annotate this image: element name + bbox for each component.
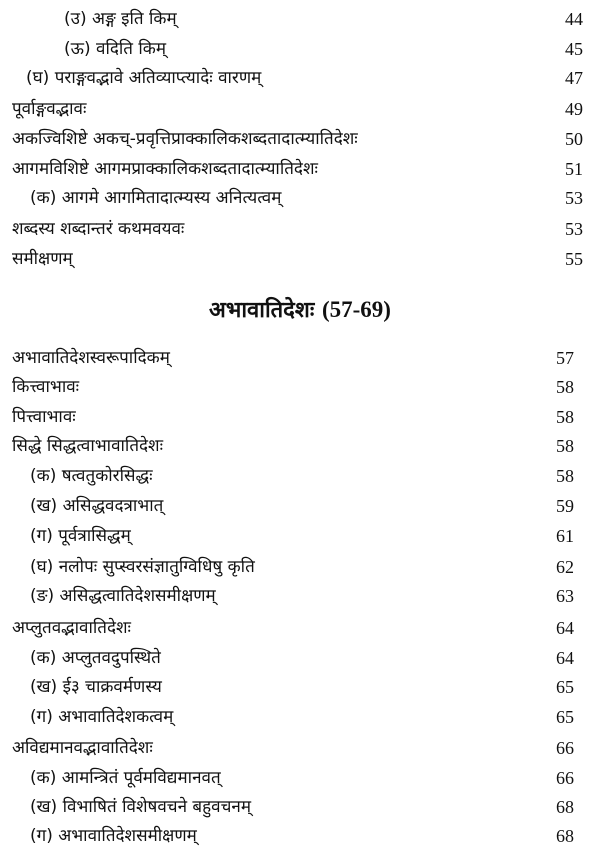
toc-entry-page: 51 (565, 159, 583, 179)
toc-entry (0, 63, 600, 93)
toc-entry-text: (ग) अभावातिदेशसमीक्षणम् (30, 826, 197, 846)
toc-entry-page: 68 (556, 826, 574, 846)
toc-entry (0, 613, 600, 643)
toc-entry-text: (ख) विभाषितं विशेषवचने बहुवचनम् (30, 797, 252, 817)
toc-entry (0, 154, 600, 184)
toc-entry-page: 53 (565, 188, 583, 208)
toc-entry (0, 702, 600, 732)
toc-entry-text: पित्त्वाभावः (12, 407, 76, 427)
toc-entry (0, 491, 600, 521)
toc-entry-text: (घ) नलोपः सुप्स्वरसंज्ञातुग्विधिषु कृति (30, 557, 255, 577)
toc-entry-page: 58 (556, 407, 574, 427)
toc-entry-text: कित्त्वाभावः (12, 377, 80, 397)
toc-entry (0, 183, 600, 213)
toc-entry (0, 461, 600, 491)
toc-entry-text: शब्दस्य शब्दान्तरं कथमवयवः (12, 219, 185, 239)
section-title: अभावातिदेशः (209, 298, 315, 323)
toc-entry-page: 45 (565, 39, 583, 59)
toc-entry-page: 58 (556, 436, 574, 456)
toc-entry (0, 821, 600, 851)
toc-entry (0, 521, 600, 551)
toc-entry-text: अभावातिदेशस्वरूपादिकम् (12, 348, 170, 368)
toc-entry (0, 733, 600, 763)
toc-entry (0, 581, 600, 611)
toc-entry-page: 47 (565, 68, 583, 88)
toc-entry-text: (ङ) असिद्धत्वातिदेशसमीक्षणम् (30, 586, 216, 606)
toc-entry-page: 62 (556, 557, 574, 577)
section-heading (0, 294, 600, 327)
toc-entry-page: 64 (556, 648, 574, 668)
toc-entry-text: अप्लुतवद्भावातिदेशः (12, 618, 131, 638)
toc-entry-text: (ख) ई३ चाक्रवर्मणस्य (30, 677, 162, 697)
section-page-range: (57-69) (321, 297, 391, 322)
toc-entry-page: 66 (556, 768, 574, 788)
toc-entry-text: अकज्विशिष्टे अकच्-प्रवृत्तिप्राक्कालिकशब्दतादात्म्यातिदेशः (12, 129, 358, 149)
toc-entry (0, 552, 600, 582)
toc-entry-text: आगमविशिष्टे आगमप्राक्कालिकशब्दतादात्म्यातिदेशः (12, 159, 318, 179)
toc-entry-text: (ग) पूर्वत्रासिद्धम् (30, 526, 131, 546)
toc-entry-text: (क) आगमे आगमितादात्म्यस्य अनित्यत्वम् (30, 188, 282, 208)
toc-entry-text: समीक्षणम् (12, 249, 73, 269)
toc-entry-page: 50 (565, 129, 583, 149)
toc-entry-text: (ख) असिद्धवदत्राभात् (30, 496, 164, 516)
toc-entry-text: सिद्धे सिद्धत्वाभावातिदेशः (12, 436, 164, 456)
toc-entry (0, 343, 600, 373)
toc-entry-page: 63 (556, 586, 574, 606)
toc-entry (0, 372, 600, 402)
toc-entry-text: (घ) पराङ्गवद्भावे अतिव्याप्त्यादेः वारणम् (26, 68, 262, 88)
toc-entry-text: (ग) अभावातिदेशकत्वम् (30, 707, 174, 727)
toc-entry-page: 58 (556, 466, 574, 486)
toc-entry-text: पूर्वाङ्गवद्भावः (12, 99, 87, 119)
toc-entry-page: 68 (556, 797, 574, 817)
toc-entry-page: 44 (565, 9, 583, 29)
toc-entry-text: (क) षत्वतुकोरसिद्धः (30, 466, 153, 486)
toc-entry-page: 49 (565, 99, 583, 119)
toc-entry-text: अविद्यमानवद्भावातिदेशः (12, 738, 153, 758)
toc-entry (0, 244, 600, 274)
toc-entry (0, 431, 600, 461)
toc-entry-page: 61 (556, 526, 574, 546)
toc-entry (0, 643, 600, 673)
toc-entry-page: 57 (556, 348, 574, 368)
toc-entry (0, 94, 600, 124)
toc-entry (0, 214, 600, 244)
toc-entry-page: 64 (556, 618, 574, 638)
toc-entry (0, 4, 600, 34)
toc-entry-page: 65 (556, 677, 574, 697)
toc-entry (0, 792, 600, 822)
toc-entry (0, 672, 600, 702)
toc-entry-page: 58 (556, 377, 574, 397)
toc-entry-page: 66 (556, 738, 574, 758)
toc-entry (0, 124, 600, 154)
toc-entry-page: 53 (565, 219, 583, 239)
toc-entry (0, 763, 600, 793)
toc-entry-page: 59 (556, 496, 574, 516)
toc-entry-text: (क) आमन्त्रितं पूर्वमविद्यमानवत् (30, 768, 221, 788)
toc-entry (0, 402, 600, 432)
toc-entry-text: (उ) अङ्ग इति किम् (64, 9, 177, 29)
toc-entry-page: 55 (565, 249, 583, 269)
toc-entry-text: (क) अप्लुतवदुपस्थिते (30, 648, 161, 668)
toc-entry (0, 34, 600, 64)
toc-entry-page: 65 (556, 707, 574, 727)
toc-entry-text: (ऊ) वदिति किम् (64, 39, 167, 59)
